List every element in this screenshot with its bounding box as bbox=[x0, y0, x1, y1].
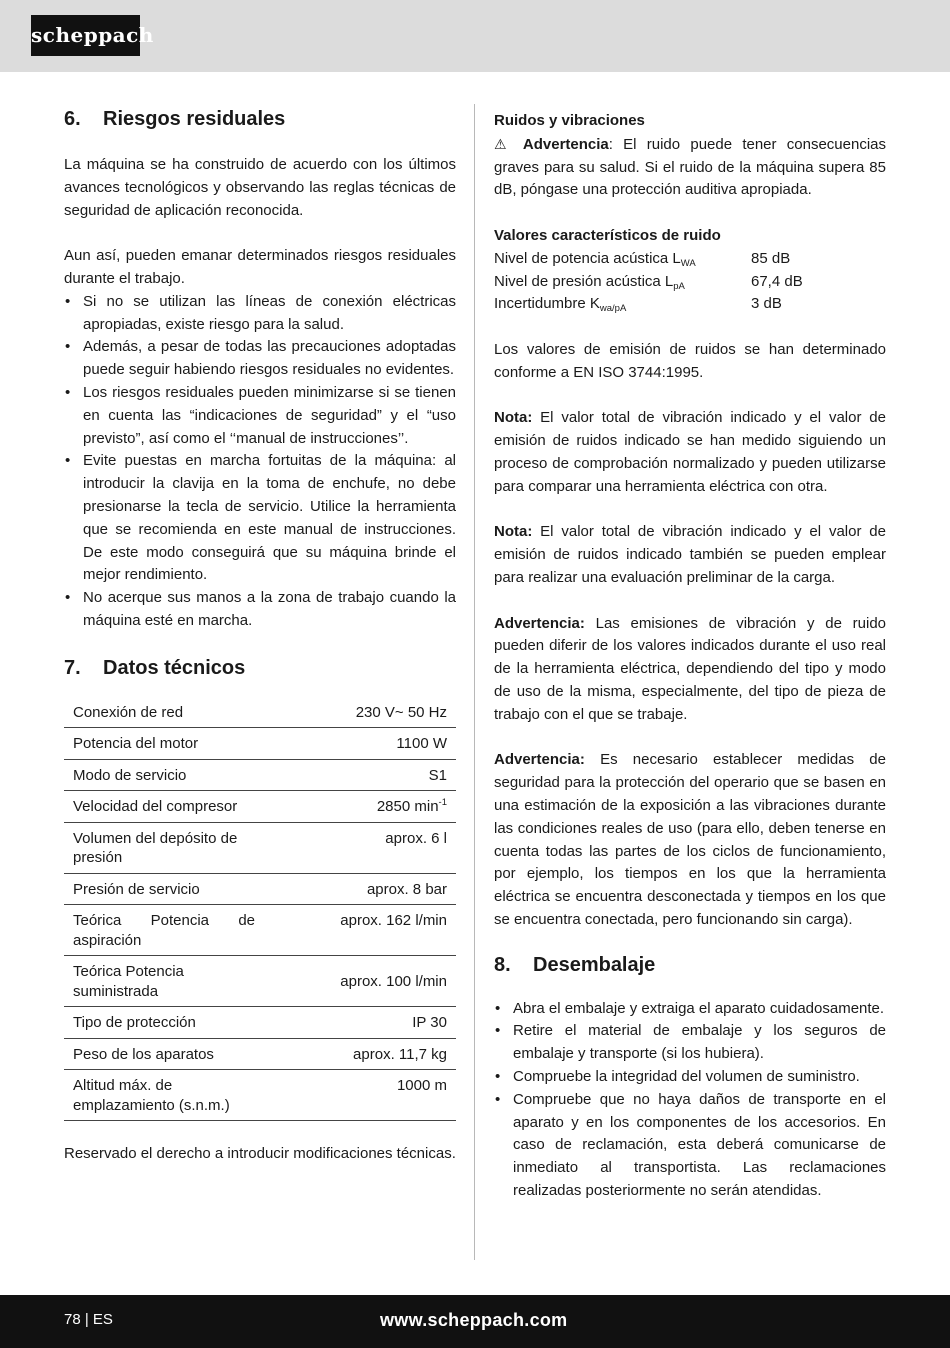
noise-value: 85 dB bbox=[751, 249, 791, 267]
table-value: aprox. 162 l/min bbox=[264, 905, 456, 956]
table-row bbox=[64, 956, 456, 1007]
label: Advertencia: bbox=[494, 751, 585, 769]
list-item: • Si no se utilizan las líneas de conexión eléctricas apropiadas, existe riesgo para la salud. bbox=[64, 291, 456, 337]
unpacking-list bbox=[494, 998, 886, 1203]
text: Incertidumbre K bbox=[494, 295, 600, 313]
table-row bbox=[64, 1038, 456, 1070]
text: : El ruido puede tener consecuencias graves para su salud. Si el ruido de la máquina supera 85 dB, póngase una protección auditiva apropiada. bbox=[494, 135, 886, 199]
table-row bbox=[64, 759, 456, 791]
list-item: • Compruebe la integridad del volumen de suministro. bbox=[494, 1066, 886, 1089]
list-item: • Evite puestas en marcha fortuitas de la máquina: al introducir la clavija en la toma de enchufe, no debe presionarse la tecla de servicio. Utilice la herramienta que se recomienda en este manual de instrucciones. De este modo conseguirá que su máquina brinde el mejor rendimiento. bbox=[64, 450, 456, 587]
tech-data-table bbox=[64, 697, 456, 1122]
subscript: pA bbox=[673, 280, 685, 292]
noise-row bbox=[494, 248, 886, 271]
paragraph bbox=[494, 133, 886, 202]
text: Es necesario establecer medidas de seguridad para la protección del operario que se basen en una estimación de la exposición a las vibraciones durante las condiciones reales de uso (para ello, deben tenerse en cuenta todas las partes de los ciclos de funcionamiento, por ejemplo, los tiempos en los que la herramienta eléctrica se encuentra desconectada y tiempos en los que se encuentra conectada, pero funcionando sin carga). bbox=[494, 751, 886, 928]
table-value bbox=[264, 791, 456, 823]
column-divider bbox=[474, 104, 475, 1260]
page-number: 78 | ES bbox=[64, 1311, 113, 1328]
table-row bbox=[64, 697, 456, 728]
text: Nivel de potencia acústica L bbox=[494, 249, 681, 267]
table-value: 230 V~ 50 Hz bbox=[264, 697, 456, 728]
paragraph bbox=[494, 521, 886, 589]
section-title: Desembalaje bbox=[533, 953, 656, 976]
list-item: • Los riesgos residuales pueden minimizarse si se tienen en cuenta las “indicaciones de seguridad” y el “uso previsto”, así como el ‘‘manual de instrucciones’’. bbox=[64, 382, 456, 450]
website-link[interactable]: www.scheppach.com bbox=[380, 1310, 568, 1330]
left-column bbox=[64, 104, 456, 1166]
label: Advertencia bbox=[522, 135, 609, 153]
noise-row bbox=[494, 271, 886, 294]
text: El valor total de vibración indicado y el valor de emisión de ruidos indicado también se pueden emplear para realizar una evaluación preliminar de la carga. bbox=[494, 523, 886, 586]
section-7-heading bbox=[64, 653, 456, 683]
list-item: • Además, a pesar de todas las precauciones adoptadas puede seguir habiendo riesgos residuales no evidentes. bbox=[64, 336, 456, 382]
subheading: Valores característicos de ruido bbox=[494, 226, 721, 244]
text: El valor total de vibración indicado y el valor de emisión de ruidos indicado se han medido siguiendo un proceso de comprobación normalizado y pueden utilizarse para comparar una herramienta eléctrica con otra. bbox=[494, 409, 886, 495]
section-number: 6. bbox=[64, 108, 81, 130]
noise-key bbox=[494, 293, 751, 316]
footer-bar bbox=[0, 1295, 950, 1348]
noise-key bbox=[494, 271, 751, 294]
paragraph: Aun así, pueden emanar determinados riesgos residuales durante el trabajo. bbox=[64, 247, 456, 287]
label: Advertencia: bbox=[494, 614, 585, 632]
value-superscript: -1 bbox=[438, 797, 447, 809]
paragraph bbox=[494, 407, 886, 498]
table-row bbox=[64, 728, 456, 760]
warning-triangle-icon: ⚠ bbox=[494, 135, 513, 152]
noise-key bbox=[494, 248, 751, 271]
paragraph bbox=[494, 749, 886, 931]
right-column bbox=[494, 110, 886, 1203]
brand-logo: scheppach bbox=[31, 15, 140, 56]
section-title: Datos técnicos bbox=[103, 656, 246, 679]
subscript: wa/pA bbox=[599, 303, 627, 315]
subscript: WA bbox=[680, 257, 696, 269]
noise-value: 3 dB bbox=[751, 295, 782, 313]
table-key: Teórica Potencia suministrada bbox=[64, 956, 264, 1007]
section-title: Riesgos residuales bbox=[103, 108, 286, 130]
label: Nota: bbox=[494, 523, 533, 541]
table-row bbox=[64, 1070, 456, 1121]
table-row bbox=[64, 791, 456, 823]
text: Nivel de presión acústica L bbox=[494, 272, 674, 290]
table-key: Tipo de protección bbox=[64, 1007, 264, 1039]
table-value: aprox. 11,7 kg bbox=[264, 1038, 456, 1070]
residual-risks-list bbox=[64, 291, 456, 633]
table-key: Velocidad del compresor bbox=[64, 791, 264, 823]
table-row bbox=[64, 873, 456, 905]
section-number: 7. bbox=[64, 656, 81, 679]
table-value: S1 bbox=[264, 759, 456, 791]
value-text: 2850 min bbox=[376, 798, 439, 816]
table-key: Volumen del depósito de presión bbox=[64, 822, 264, 873]
table-row bbox=[64, 822, 456, 873]
paragraph: Reservado el derecho a introducir modificaciones técnicas. bbox=[64, 1145, 456, 1163]
list-item: • Retire el material de embalaje y los seguros de embalaje y transporte (si los hubiera). bbox=[494, 1020, 886, 1066]
table-key: Teórica Potencia de aspiración bbox=[64, 905, 264, 956]
table-key: Altitud máx. de emplazamiento (s.n.m.) bbox=[64, 1070, 264, 1121]
list-item: • No acerque sus manos a la zona de trabajo cuando la máquina esté en marcha. bbox=[64, 587, 456, 633]
table-key: Peso de los aparatos bbox=[64, 1038, 264, 1070]
section-6-heading bbox=[64, 104, 456, 134]
paragraph bbox=[494, 613, 886, 727]
table-row bbox=[64, 1007, 456, 1039]
label: Nota: bbox=[494, 409, 533, 427]
list-item: • Compruebe que no haya daños de transporte en el aparato y en los componentes de los accesorios. En caso de reclamación, esta deberá comunicarse de inmediato al transportista. Las reclamaciones realizadas posteriormente no serán atendidas. bbox=[494, 1089, 886, 1203]
noise-value: 67,4 dB bbox=[751, 272, 803, 290]
header-bar bbox=[0, 0, 950, 72]
table-key: Conexión de red bbox=[64, 697, 264, 728]
table-value: IP 30 bbox=[264, 1007, 456, 1039]
section-8-heading bbox=[494, 950, 886, 980]
text: Las emisiones de vibración y de ruido pueden diferir de los valores indicados durante el uso real de la herramienta eléctrica, dependiendo del tipo y modo de uso de la misma, especialmente, del tipo de pieza de trabajo con el que se trabaje. bbox=[494, 614, 886, 723]
subheading: Ruidos y vibraciones bbox=[494, 112, 645, 129]
table-value: 1000 m bbox=[264, 1070, 456, 1121]
table-key: Presión de servicio bbox=[64, 873, 264, 905]
table-key: Modo de servicio bbox=[64, 759, 264, 791]
table-row bbox=[64, 905, 456, 956]
table-value: aprox. 100 l/min bbox=[264, 956, 456, 1007]
paragraph: La máquina se ha construido de acuerdo con los últimos avances tecnológicos y observando las reglas técnicas de seguridad de aplicación reconocida. bbox=[64, 156, 456, 219]
paragraph: Los valores de emisión de ruidos se han determinado conforme a EN ISO 3744:1995. bbox=[494, 340, 886, 381]
section-number: 8. bbox=[494, 953, 511, 976]
table-value: aprox. 8 bar bbox=[264, 873, 456, 905]
table-value: 1100 W bbox=[264, 728, 456, 760]
list-item: • Abra el embalaje y extraiga el aparato cuidadosamente. bbox=[494, 998, 886, 1021]
noise-row bbox=[494, 293, 886, 316]
table-key: Potencia del motor bbox=[64, 728, 264, 760]
table-value: aprox. 6 l bbox=[264, 822, 456, 873]
